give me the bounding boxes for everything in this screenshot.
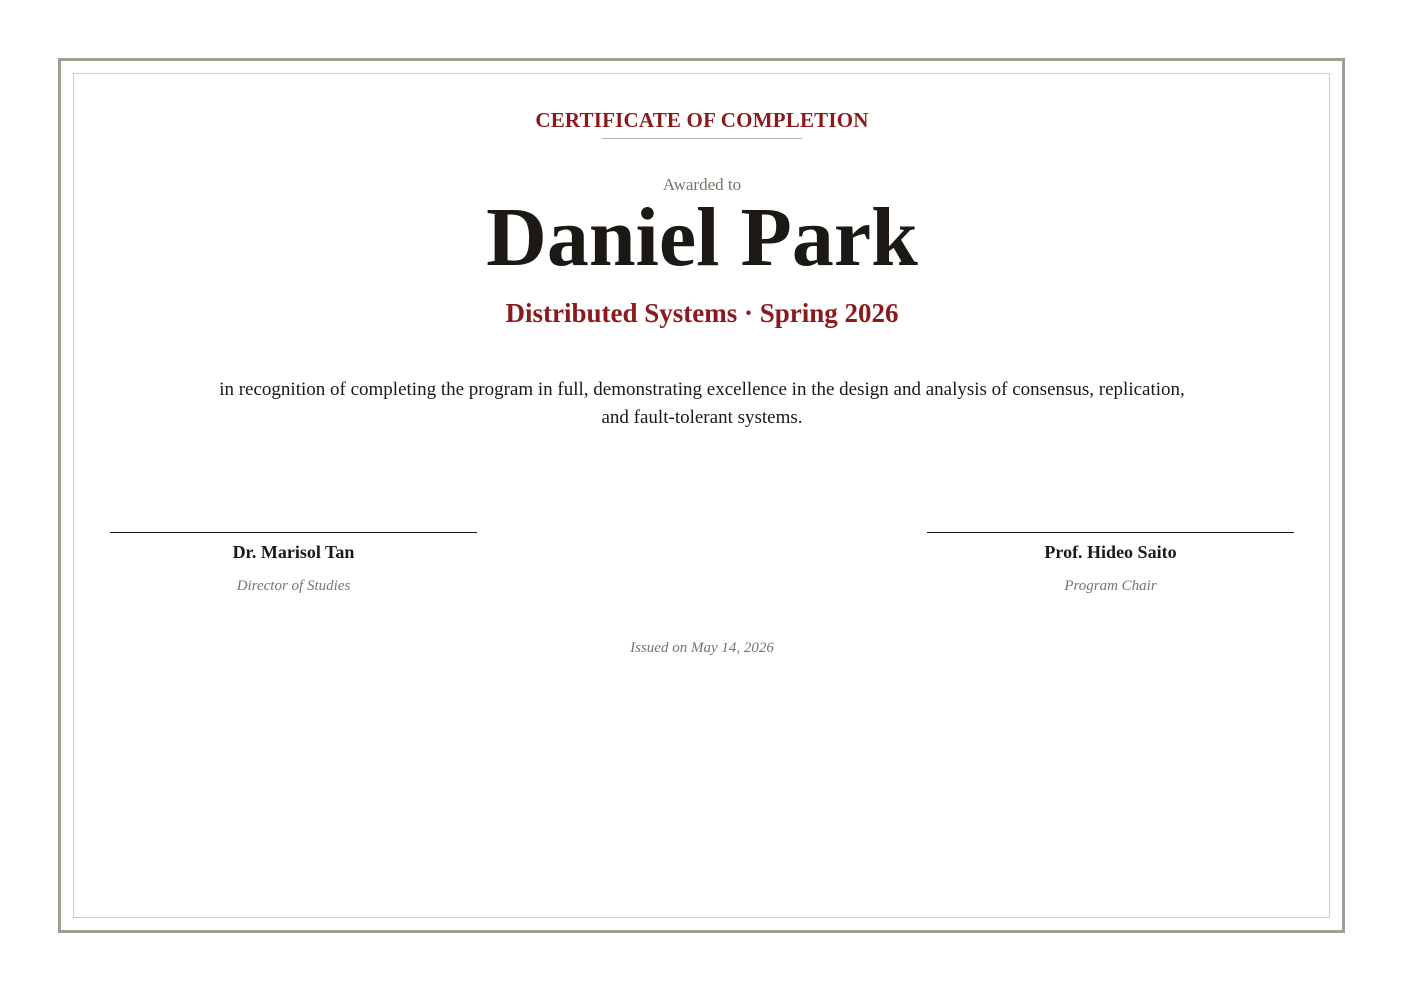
certificate-heading: CERTIFICATE OF COMPLETION	[535, 108, 869, 132]
recipient-name: Daniel Park	[486, 191, 918, 284]
awarded-to-label: Awarded to	[662, 175, 742, 194]
signature-line-right	[927, 532, 1294, 533]
signatory-name-left: Dr. Marisol Tan	[232, 542, 355, 562]
recognition-line-1: in recognition of completing the program in full, demonstrating excellence in the design and analysis of consensus, replication,	[219, 379, 1185, 400]
heading-divider	[602, 138, 802, 139]
course-title: Distributed Systems · Spring 2026	[505, 298, 899, 328]
signatory-name-right: Prof. Hideo Saito	[1044, 542, 1177, 562]
signatory-role-right: Program Chair	[1064, 578, 1157, 594]
recognition-line-2: and fault-tolerant systems.	[601, 407, 803, 428]
signature-line-left	[110, 532, 477, 533]
signatory-role-left: Director of Studies	[236, 578, 351, 594]
issued-date: Issued on May 14, 2026	[630, 640, 774, 656]
recognition-text	[180, 376, 1224, 432]
